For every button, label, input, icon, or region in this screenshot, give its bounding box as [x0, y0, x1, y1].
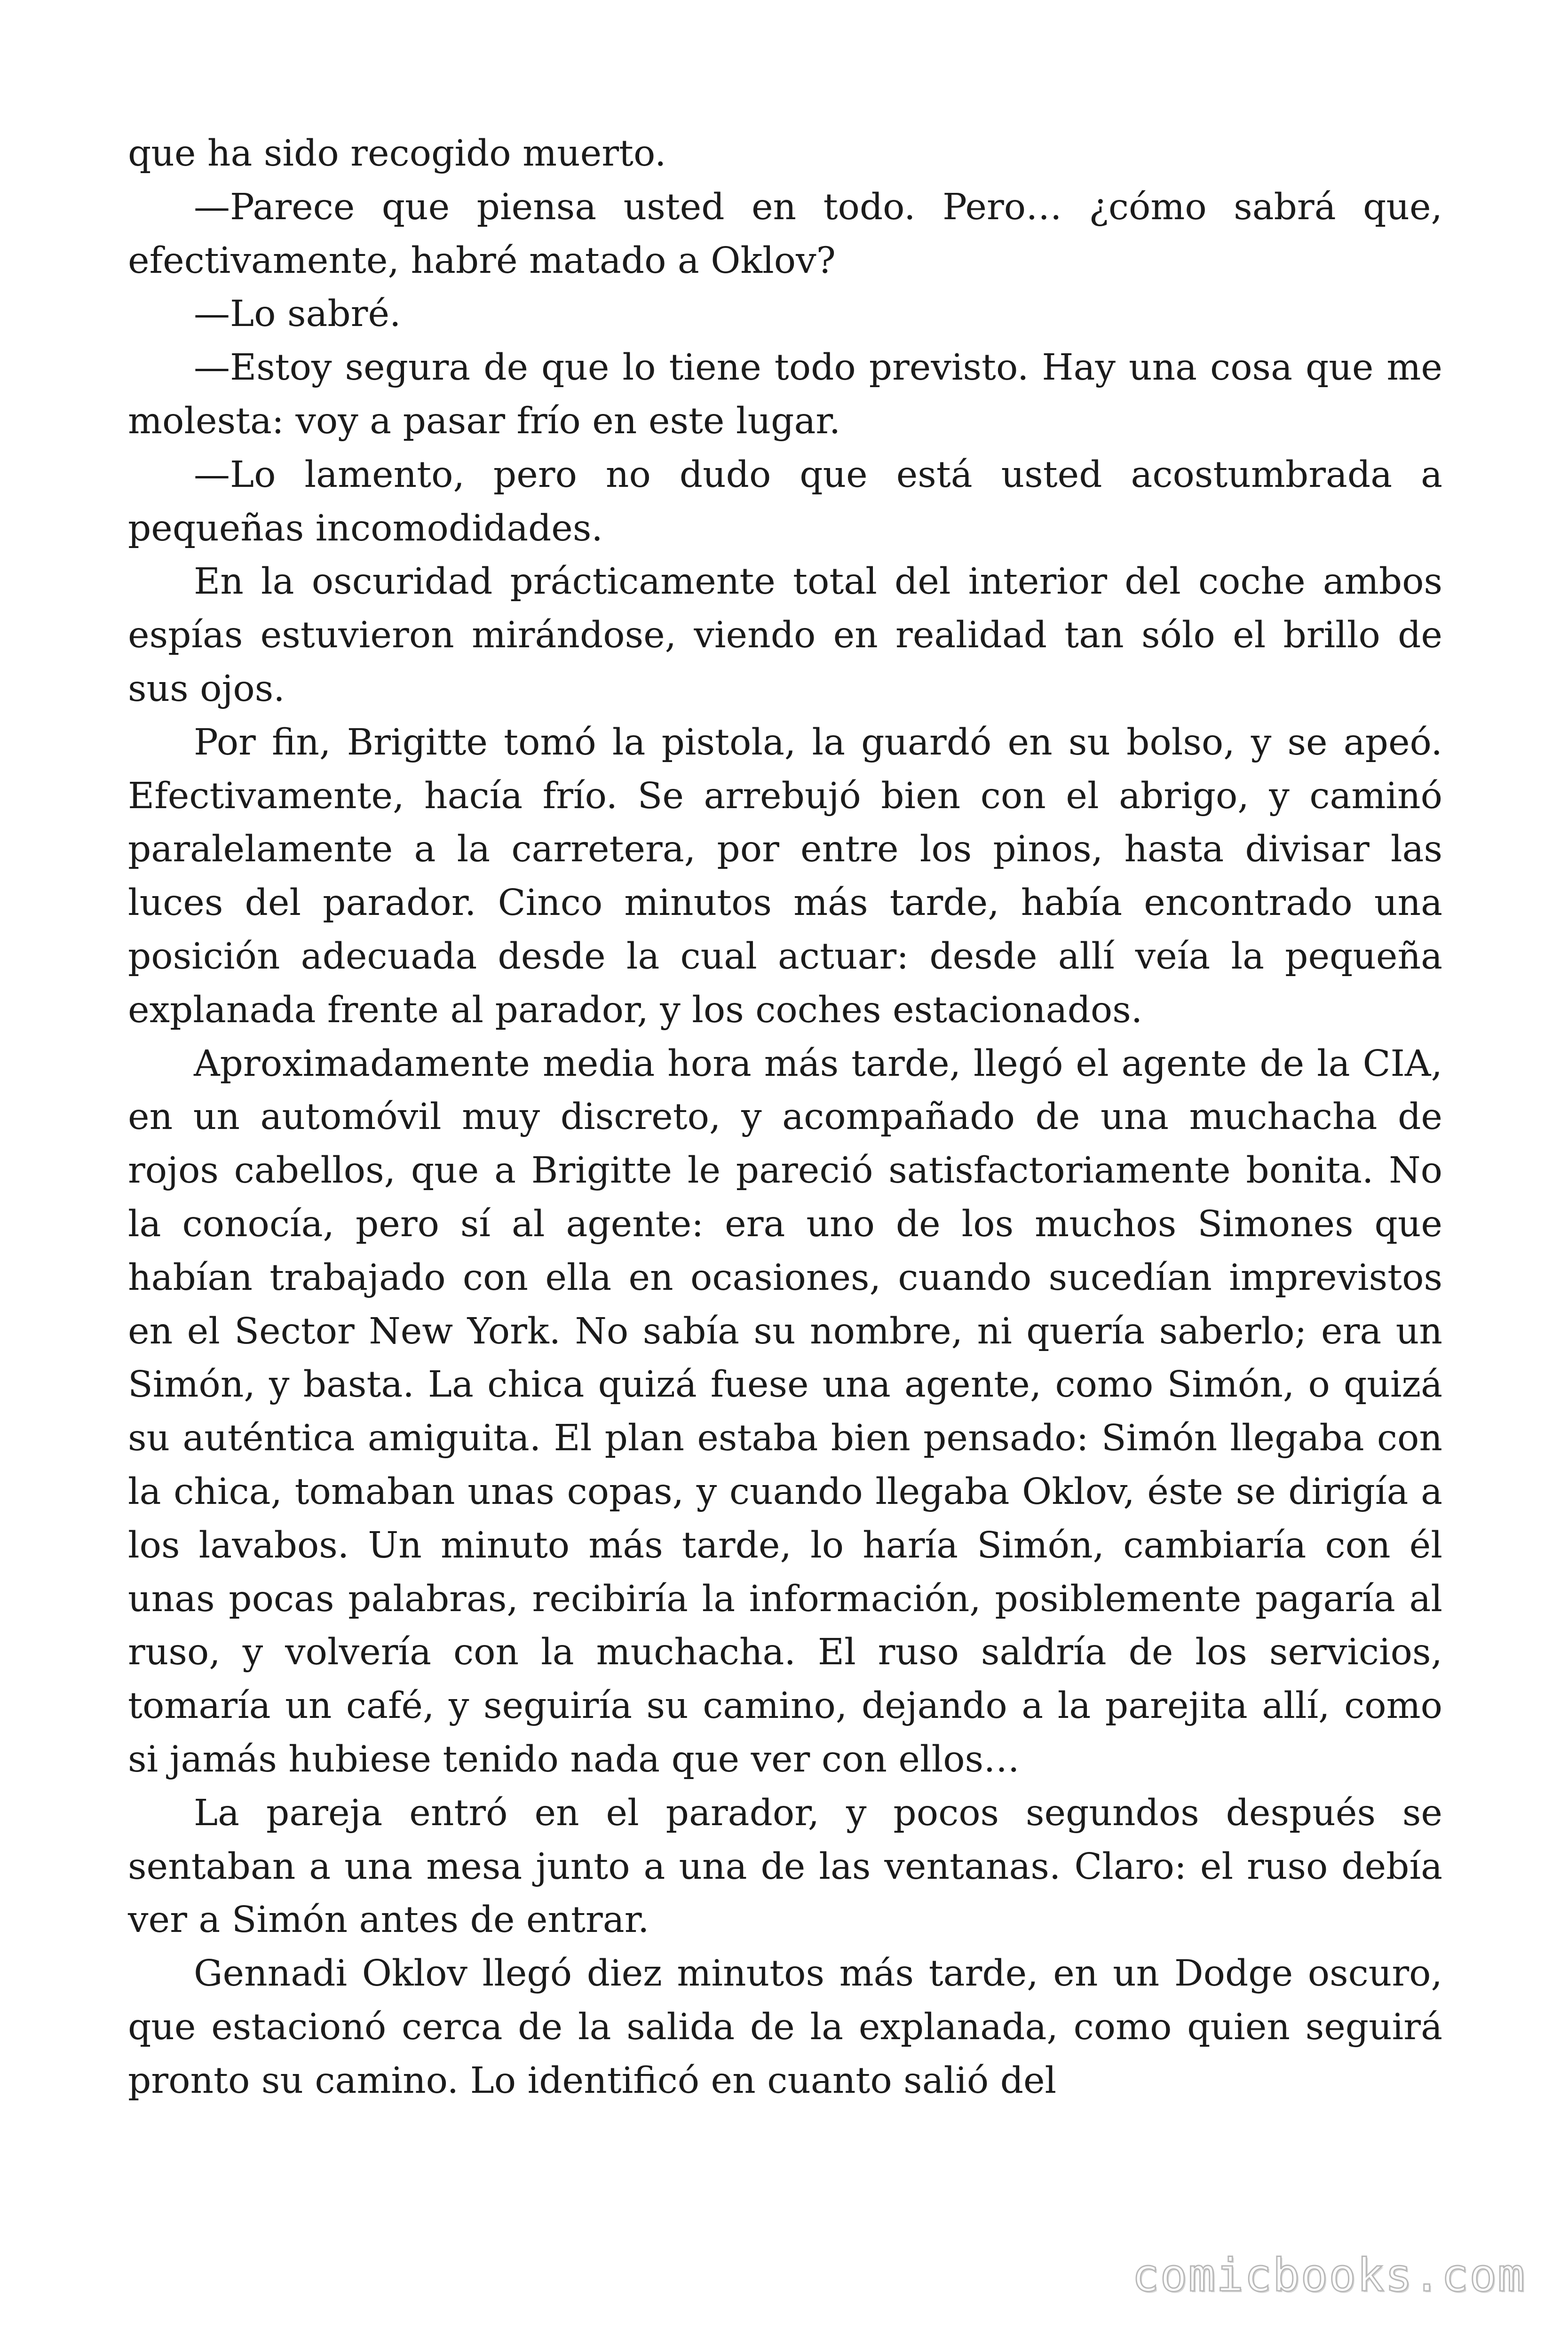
paragraph-2: —Parece que piensa usted en todo. Pero… ¿cómo sabrá que, efectivamente, habré matado a Oklov?: [128, 186, 1442, 282]
paragraph-4: —Estoy segura de que lo tiene todo previsto. Hay una cosa que me molesta: voy a pasar frío en este lugar.: [128, 347, 1442, 442]
paragraph-9: La pareja entró en el parador, y pocos segundos después se sentaban a una mesa junto a una de las ventanas. Claro: el ruso debía ver a Simón antes de entrar.: [128, 1792, 1442, 1941]
paragraph-6: En la oscuridad prácticamente total del interior del coche ambos espías estuvieron mirándose, viendo en realidad tan sólo el brillo de sus ojos.: [128, 561, 1442, 710]
paragraph-10: Gennadi Oklov llegó diez minutos más tarde, en un Dodge oscuro, que estacionó cerca de la salida de la explanada, como quien seguirá pronto su camino. Lo identificó en cuanto salió del: [128, 1953, 1442, 2102]
paragraph-5: —Lo lamento, pero no dudo que está usted acostumbrada a pequeñas incomodidades.: [128, 453, 1442, 549]
page-text: [128, 127, 1442, 2107]
paragraph-7: Por fin, Brigitte tomó la pistola, la guardó en su bolso, y se apeó. Efectivamente, hacía frío. Se arrebujó bien con el abrigo, y caminó paralelamente a la carretera, por entre los pinos, hasta divisar las luces del parador. Cinco minutos más tarde, había encontrado una posición adecuada desde la cual actuar: desde allí veía la pequeña explanada frente al parador, y los coches estacionados.: [128, 721, 1442, 1031]
paragraph-8: Aproximadamente media hora más tarde, llegó el agente de la CIA, en un automóvil muy discreto, y acompañado de una muchacha de rojos cabellos, que a Brigitte le pareció satisfactoriamente bonita. No la conocía, pero sí al agente: era uno de los muchos Simones que habían trabajado con ella en ocasiones, cuando sucedían imprevistos en el Sector New York. No sabía su nombre, ni quería saberlo; era un Simón, y basta. La chica quizá fuese una agente, como Simón, o quizá su auténtica amiguita. El plan estaba bien pensado: Simón llegaba con la chica, tomaban unas copas, y cuando llegaba Oklov, éste se dirigía a los lavabos. Un minuto más tarde, lo haría Simón, cambiaría con él unas pocas palabras, recibiría la información, posiblemente pagaría al ruso, y volvería con la muchacha. El ruso saldría de los servicios, tomaría un café, y seguiría su camino, dejando a la parejita allí, como si jamás hubiese tenido nada que ver con ellos…: [128, 1042, 1442, 1780]
watermark: comicbooks.com: [1132, 2249, 1526, 2302]
paragraph-1: que ha sido recogido muerto.: [128, 133, 666, 175]
paragraph-3: —Lo sabré.: [194, 293, 401, 335]
